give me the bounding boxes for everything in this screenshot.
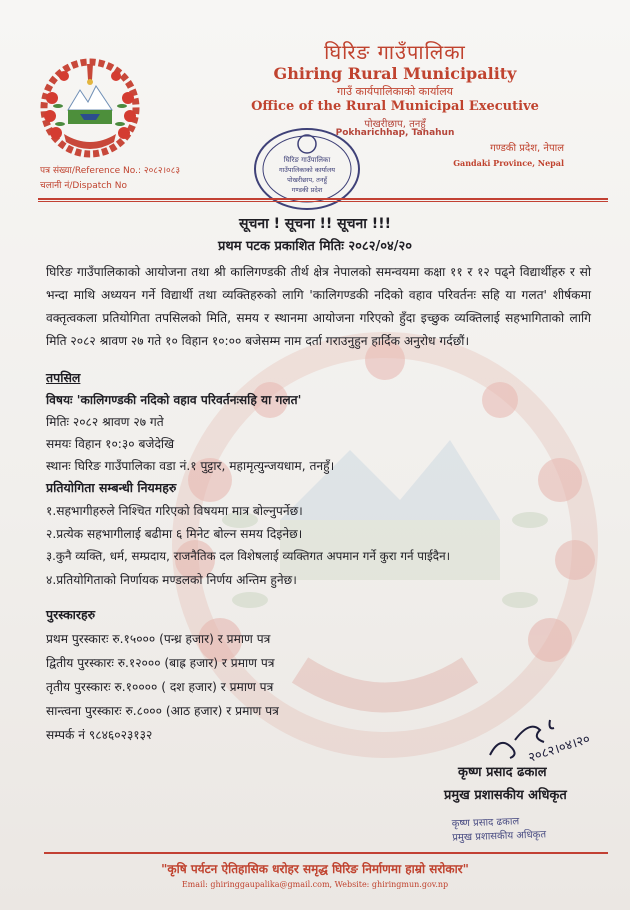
time-line: समयः विहान १०:३० बजेदेखि: [46, 437, 175, 451]
signatory-title: प्रमुख प्रशासकीय अधिकृत: [444, 788, 567, 803]
footer-slogan: "कृषि पर्यटन ऐतिहासिक धरोहर समृद्ध घिरिङ निर्माणमा हाम्रो सरोकार": [161, 862, 469, 876]
header-rule: [38, 198, 608, 200]
footer-contact: Email: ghiringgaupalika@gmail.com, Website: ghiringmun.gov.np: [181, 880, 449, 889]
municipality-name-np: घिरिङ गाउँपालिका: [324, 40, 466, 64]
details-heading: तपसिल: [46, 370, 81, 385]
rule-item: ३.कुनै व्यक्ति, धर्म, सम्प्रदाय, राजनैतिक दल विशेषलाई व्यक्तिगत अपमान गर्ने कुरा गर्न पाईदैन।: [46, 549, 451, 563]
rule-item: २.प्रत्येक सहभागीलाई बढीमा ६ मिनेट बोल्न समय दिइनेछ।: [46, 527, 303, 541]
published-date: प्रथम पटक प्रकाशित मितिः २०८२/०४/२०: [218, 239, 412, 254]
location-en: Pokharichhap, Tanahun: [335, 128, 455, 138]
rules-heading: प्रतियोगिता सम्बन्धी नियमहरु: [46, 480, 177, 495]
prize-item: द्वितीय पुरस्कारः रु.१२००० (बाह्र हजार) र प्रमाण पत्र: [46, 656, 275, 670]
name-stamp: [452, 814, 547, 845]
municipality-name-en: Ghiring Rural Municipality: [273, 64, 517, 83]
reference-block: [40, 164, 180, 194]
subject-line: विषयः 'कालिगण्डकी नदिको वहाव परिवर्तनःसहि या गलत': [46, 393, 302, 407]
venue-line: स्थानः घिरिङ गाउँपालिका वडा नं.१ पुट्टार, महामृत्युन्जयधाम, तनहुँ।: [46, 459, 335, 473]
signatory-name: कृष्ण प्रसाद ढकाल: [458, 765, 547, 780]
reference-number: पत्र संख्या/Reference No.: २०८२।०८३: [40, 166, 181, 176]
seal-line-4: गण्डकी प्रदेश: [291, 186, 323, 194]
footer-rule: [44, 852, 608, 854]
handwritten-signature: [470, 700, 620, 770]
dispatch-number: चलानी नं/Dispatch No: [40, 181, 127, 191]
province-en: Gandaki Province, Nepal: [453, 158, 564, 168]
prize-item: प्रथम पुरस्कारः रु.१५००० (पन्ध्र हजार) र प्रमाण पत्र: [46, 632, 271, 646]
handwritten-date: २०८२।०४।२०: [526, 731, 593, 766]
province-np: गण्डकी प्रदेश, नेपाल: [490, 143, 564, 154]
notice-paragraph: घिरिङ गाउँपालिकाको आयोजना तथा श्री कालिगण्डकी तीर्थ क्षेत्र नेपालको समन्वयमा कक्षा ११ र १२ पढ्ने विद्यार्थीहरु र सो भन्दा माथि अध्ययन गर्ने विद्यार्थी तथा व्यक्तिहरुको लागि 'कालिगण्डकी नदिको वहाव परिवर्तनः सहि या गलत' शीर्षकमा वक्तृत्वकला प्रतियोगिता तपसिलको मिति, समय र स्थानमा आयोजना गरिएको हुँदा इच्छुक व्यक्तिलाई सहभागिताको लागि मिति २०८२ श्रावण २७ गते १० विहान १०:०० बजेसम्म नाम दर्ता गराउनुहुन हार्दिक अनुरोध गर्दछौं।: [46, 265, 591, 348]
rule-item: १.सहभागीहरुले निश्चित गरिएको विषयमा मात्र बोल्नुपर्नेछ।: [46, 504, 303, 518]
header-rule-thin: [38, 201, 608, 202]
prize-item: तृतीय पुरस्कारः रु.१०००० ( दश हजार) र प्रमाण पत्र: [46, 680, 274, 694]
contact-number: सम्पर्क नं ९८४६०२३१३२: [46, 728, 153, 742]
seal-line-2: गाउँपालिकाको कार्यालय: [278, 166, 336, 174]
seal-line-1: घिरिङ गाउँपालिका: [283, 156, 331, 164]
office-name-en: Office of the Rural Municipal Executive: [251, 99, 539, 114]
date-line: मितिः २०८२ श्रावण २७ गते: [46, 415, 164, 429]
rule-item: ४.प्रतियोगिताको निर्णायक मण्डलको निर्णय अन्तिम हुनेछ।: [46, 573, 297, 587]
province-block: [453, 142, 564, 170]
prize-item: सान्त्वना पुरस्कारः रु.८००० (आठ हजार) र प्रमाण पत्र: [46, 704, 279, 718]
notice-title: सूचना ! सूचना !! सूचना !!!: [239, 216, 391, 232]
location-np: पोखरीछाप, तनहुँ: [364, 119, 426, 130]
stamp-title: प्रमुख प्रशासकीय अधिकृत: [452, 829, 547, 844]
prizes-heading: पुरस्कारहरु: [46, 607, 96, 622]
office-name-np: गाउँ कार्यपालिकाको कार्यालय: [336, 85, 454, 98]
seal-line-3: पोखरीछाप, तनहुँ: [287, 176, 327, 184]
stamp-name: कृष्ण प्रसाद ढकाल: [451, 816, 520, 830]
